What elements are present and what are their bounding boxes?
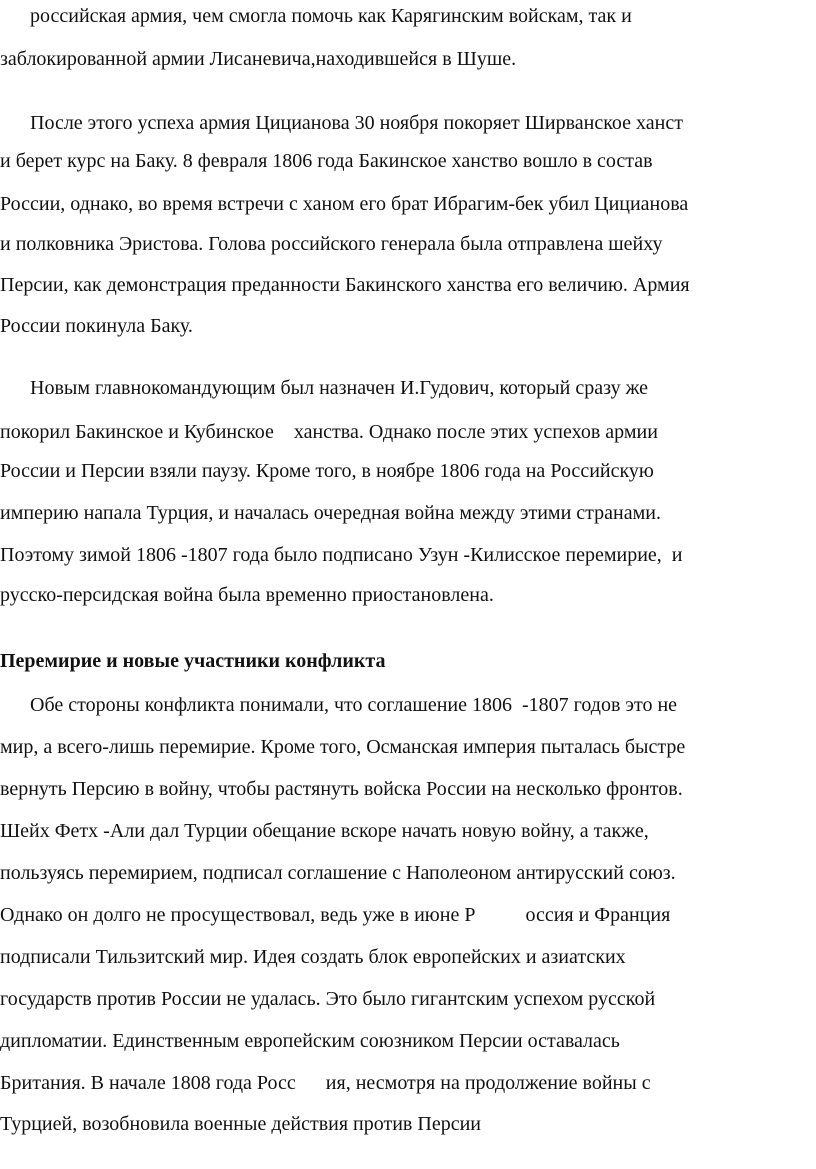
section-line-5: пользуясь перемирием, подписал соглашение с Наполеоном антирусский союз.	[0, 862, 676, 884]
paragraph-2-line-4: и полковника Эристова. Голова российского генерала была отправлена шейху	[0, 233, 663, 255]
section-line-4: Шейх Фетх -Али дал Турции обещание вскоре начать новую войну, а также,	[0, 820, 649, 842]
paragraph-2-line-3: России, однако, во время встречи с ханом его брат Ибрагим-бек убил Цицианова	[0, 193, 689, 215]
paragraph-3-line-6: русско-персидская война была временно приостановлена.	[0, 584, 494, 606]
section-line-9: дипломатии. Единственным европейским союзником Персии оставалась	[0, 1030, 620, 1052]
paragraph-3-line-4: империю напала Турция, и началась очередная война между этими странами.	[0, 502, 661, 524]
paragraph-2-line-6: России покинула Баку.	[0, 315, 193, 337]
paragraph-2-line-1: После этого успеха армия Цицианова 30 ноября покоряет Ширванское ханст	[30, 112, 683, 134]
section-line-11: Турцией, возобновила военные действия против Персии	[0, 1113, 481, 1135]
paragraph-1-line-2: заблокированной армии Лисаневича,находившейся в Шуше.	[0, 48, 517, 70]
paragraph-3-line-1: Новым главнокомандующим был назначен И.Гудович, который сразу же	[30, 377, 649, 399]
paragraph-2-line-5: Персии, как демонстрация преданности Бакинского ханства его величию. Армия	[0, 274, 690, 296]
paragraph-2-line-2: и берет курс на Баку. 8 февраля 1806 года Бакинское ханство вошло в состав	[0, 150, 653, 172]
paragraph-3-line-2: покорил Бакинское и Кубинское ханства. Однако после этих успехов армии	[0, 421, 658, 443]
section-line-8: государств против России не удалась. Это было гигантским успехом русской	[0, 988, 656, 1010]
section-line-1: Обе стороны конфликта понимали, что соглашение 1806 -1807 годов это не	[30, 694, 678, 716]
section-line-2: мир, а всего-лишь перемирие. Кроме того, Османская империя пыталась быстре	[0, 736, 686, 758]
paragraph-3-line-3: России и Персии взяли паузу. Кроме того, в ноябре 1806 года на Российскую	[0, 460, 654, 482]
section-line-7: подписали Тильзитский мир. Идея создать блок европейских и азиатских	[0, 946, 626, 968]
section-line-3: вернуть Персию в войну, чтобы растянуть войска России на несколько фронтов.	[0, 778, 683, 800]
section-line-6: Однако он долго не просуществовал, ведь уже в июне Р оссия и Франция	[0, 904, 671, 926]
paragraph-1-line-1: российская армия, чем смогла помочь как Карягинским войскам, так и	[30, 5, 632, 27]
section-line-10: Британия. В начале 1808 года Росс ия, несмотря на продолжение войны с	[0, 1072, 651, 1094]
paragraph-3-line-5: Поэтому зимой 1806 -1807 года было подписано Узун -Килисское перемирие, и	[0, 544, 683, 566]
section-heading: Перемирие и новые участники конфликта	[0, 650, 386, 672]
